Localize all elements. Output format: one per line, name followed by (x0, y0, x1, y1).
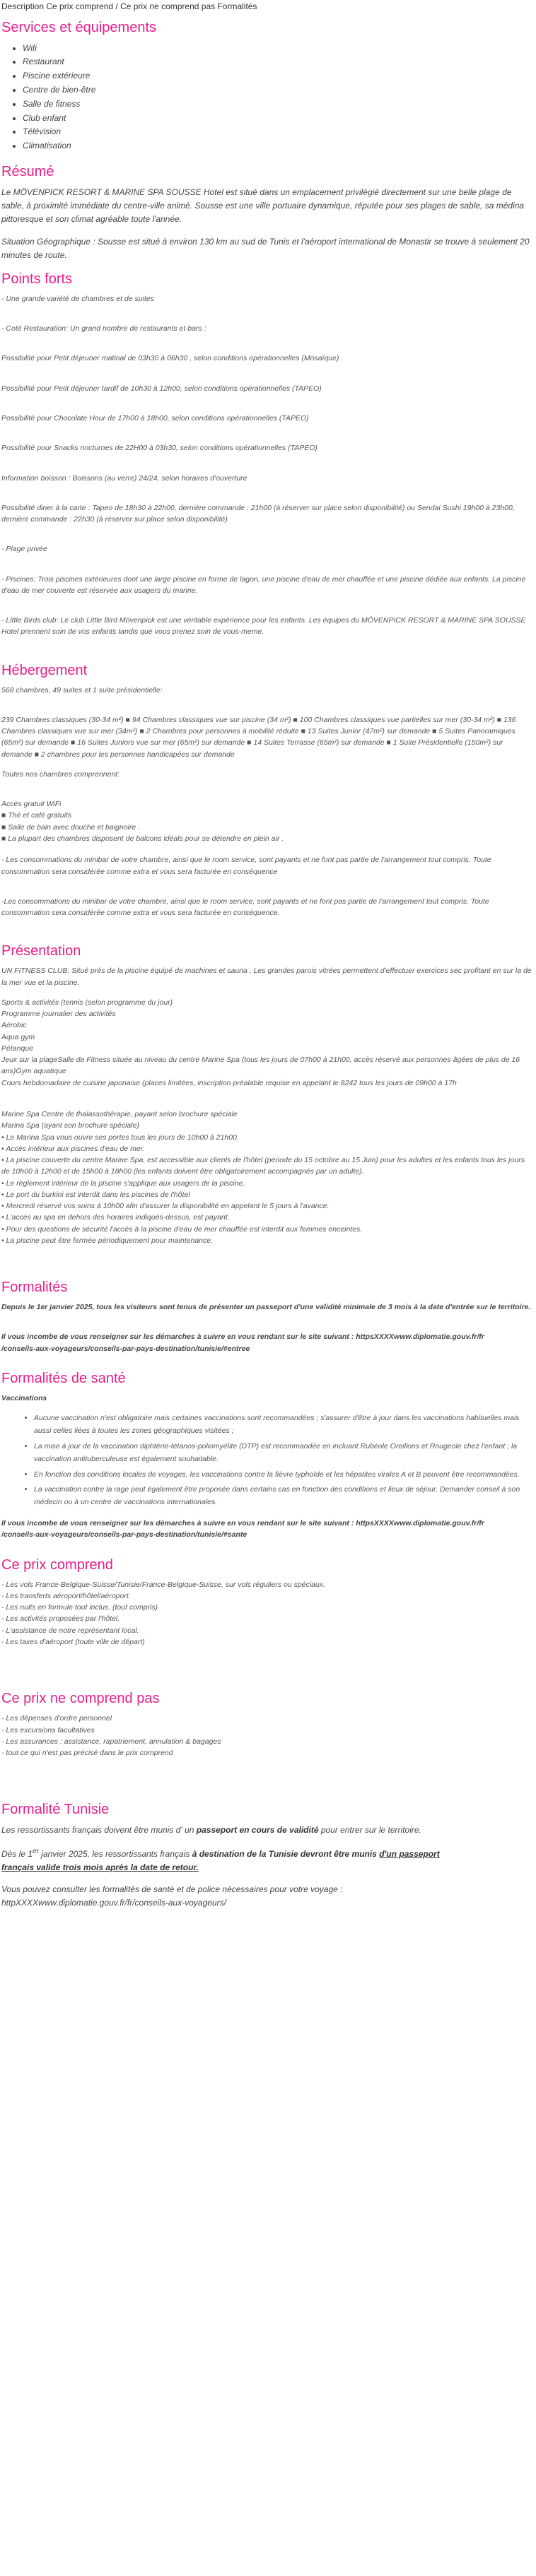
list-item: • Wifi (23, 42, 532, 56)
tunisie-underline-text: d'un passeport (379, 1848, 440, 1859)
list-item: • Télévision (23, 125, 532, 139)
services-list (1, 42, 532, 153)
resume-title: Résumé (1, 163, 54, 179)
hebergement-paragraph: -Les consommations du minibar de votre chambre, ainsi que le room service, sont payants et ne font pas partie de l'arrangement tout compris. Toute consommation sera considérée comme extra et vous sera facturée en conséquence. (1, 897, 489, 918)
presentation-line: Pétanque (1, 1044, 33, 1053)
tunisie-text: Les ressortissants français doivent être munis d' un (1, 1825, 197, 1836)
list-item: • Restaurant (23, 55, 532, 69)
vaccination-list (1, 1412, 532, 1509)
tunisie-paragraph (1, 1846, 532, 1874)
spa-line: • La piscine peut être fermée périodiquement pour maintenance. (1, 1236, 214, 1245)
sante-link-line: Il vous incombe de vous renseigner sur les démarches à suivre en vous rendant sur le site suivant : httpsXXXXwww.diplomatie.gouv.fr/fr (1, 1519, 484, 1528)
spa-line: Marina Spa (ayant son brochure spéciale) (1, 1121, 139, 1130)
sante-title: Formalités de santé (1, 1370, 126, 1386)
tunisie-link[interactable]: httpXXXXwww.diplomatie.gouv.fr/fr/conseils-aux-voyageurs/ (1, 1898, 226, 1908)
list-item: • La mise à jour de la vaccination diphtérie-tétanos-poliomyélite (DTP) est recommandée en incluant Rubéole Oreillons et Rougeole chez l'enfant ; la vaccination antituberculeuse est également souhaitable. (34, 1441, 532, 1466)
tunisie-bold-text: passeport en cours de validité (196, 1825, 319, 1836)
tunisie-paragraph (1, 1883, 532, 1910)
points-forts-paragraph: - Little Birds club: Le club Little Bird Mövenpick est une véritable expérience pour les enfants. Les équipes du MÖVENPICK RESORT & MARINE SPA SOUSSE Hotel prennent soin de vos enfants tandis que vous prenez soin de vous-meme. (1, 616, 526, 637)
list-item: - Les excursions facultatives (1, 1725, 95, 1735)
list-item: • Club enfant (23, 112, 532, 126)
list-item: • Piscine extérieure (23, 69, 532, 83)
list-item: - Les transferts aéroport/hôtel/aéroport. (1, 1591, 131, 1600)
tunisie-underline-text: français valide trois mois après la date de retour. (1, 1862, 199, 1872)
presentation-line: Aérobic (1, 1021, 27, 1030)
sante-link-line: /conseils-aux-voyageurs/conseils-par-pays-destination/tunisie/#sante (1, 1530, 247, 1540)
points-forts-paragraph: Possibilité pour Petit déjeuner tardif de 10h30 à 12h00, selon conditions opérationnelles (TAPEO) (1, 384, 322, 393)
presentation-paragraph: UN FITNESS CLUB: Situé près de la piscine équipé de machines et sauna . Les grandes parois vitrées permettent d'effectuer exercices sec profitant en sur la de la mer vue et la piscine. (1, 967, 532, 987)
hebergement-line: ■ La plupart des chambres disposent de balcons idéals pour se détendre en plein air . (1, 834, 284, 844)
intro-line: Description Ce prix comprend / Ce prix ne comprend pas Formalités (1, 1, 257, 11)
spa-line: • Le règlement intérieur de la piscine s'applique aux usagers de la piscine. (1, 1178, 245, 1188)
list-item: • La vaccination contre la rage peut également être proposée dans certains cas en fonction des conditions et lieux de séjour. Demander conseil à son médecin ou à un centre de vaccinations internationales. (34, 1484, 532, 1509)
list-item: • Aucune vaccination n'est obligatoire mais certaines vaccinations sont recommandées ; s'assurer d'être à jour dans les vaccinations habituelles mais aussi celles liées à toutes les zones géographiques visitées ; (34, 1412, 532, 1438)
hebergement-paragraph: Toutes nos chambres comprennent: (1, 769, 120, 779)
spa-line: • Le port du burkini est interdit dans les piscines de l'hôtel (1, 1190, 190, 1199)
tunisie-title: Formalité Tunisie (1, 1802, 110, 1818)
presentation-line: Cours hebdomadaire de cuisine japonaise (places limitées, inscription préalable requise en appelant le 8242 tous les jours de 09h00 à 17h (1, 1078, 457, 1087)
spa-line: • Mercredi réservé vos soins à 10h00 afin d'assurer la disponibilité en appelant le 5 jours à l'avance. (1, 1202, 330, 1211)
spa-line: • Le Marina Spa vous ouvre ses portes tous les jours de 10h00 à 21h00. (1, 1133, 239, 1142)
list-item: • En fonction des conditions locales de voyages, les vaccinations contre la fièvre typhoïde et les hépatites virales A et B peuvent être recommandées. (34, 1469, 532, 1482)
spa-line: Marine Spa Centre de thalassothérapie, payant selon brochure spéciale (1, 1110, 238, 1118)
ne-comprend-title: Ce prix ne comprend pas (1, 1691, 160, 1707)
tunisie-text: pour entrer sur le territoire. (318, 1825, 421, 1836)
points-forts-paragraph: - Plage privée (1, 545, 47, 554)
tunisie-text: Dès le 1 (1, 1848, 33, 1859)
points-forts-paragraph: - Coté Restauration: Un grand nombre de restaurants et bars : (1, 324, 206, 333)
presentation-line: Jeux sur la plageSalle de Fitness située au niveau du centre Marine Spa (tous les jours de 07h00 à 21h00, accès réservé aux personnes âgées de plus de 16 ans)Gym aquatique (1, 1056, 520, 1076)
comprend-title: Ce prix comprend (1, 1556, 113, 1573)
resume-paragraph: Le MÖVENPICK RESORT & MARINE SPA SOUSSE Hotel est situé dans un emplacement privilégié directement sur une belle plage de sable, à proximité immédiate du centre-ville animé. Sousse est une ville portuaire dynamique, réputée pour ses plages de sable, sa médina pittoresque et son climat agréable toute l'année. (1, 187, 525, 225)
spa-line: • Pour des questions de sécurité l'accès à la piscine d'eau de mer chauffée est interdit aux femmes enceintes. (1, 1224, 363, 1234)
presentation-line: Aqua gym (1, 1032, 35, 1041)
hebergement-paragraph: 568 chambres, 49 suites et 1 suite présidentielle: (1, 685, 163, 695)
tunisie-sup: er (33, 1847, 39, 1855)
list-item: - Les activités proposées par l'hôtel. (1, 1614, 120, 1624)
formalites-link-line: Il vous incombe de vous renseigner sur les démarches à suivre en vous rendant sur le site suivant : httpsXXXXwww.diplomatie.gouv.fr/fr (1, 1333, 484, 1342)
list-item: - Les vols France-Belgique-Suisse/Tunisie/France-Belgique-Suisse, sur vols réguliers ou spéciaux. (1, 1580, 325, 1589)
list-item: - L'assistance de notre représentant local. (1, 1626, 139, 1635)
list-item: - tout ce qui n'est pas précisé dans le prix comprend (1, 1749, 173, 1758)
list-item: • Salle de fitness (23, 98, 532, 112)
points-forts-paragraph: Possibilité diner à la carte : Tapeo de 18h30 à 22h00, dernière commande : 21h00 (à réserver sur place selon disponibilité) ou Sendai Sushi 19h00 à 23h00, dernière commande : 22h30 (à réserver sur place selon disponibilité) (1, 503, 515, 524)
tunisie-paragraph (1, 1824, 532, 1837)
presentation-line: Programme journalier des activités (1, 1010, 116, 1019)
hebergement-paragraph: 239 Chambres classiques (30-34 m²) ■ 94 Chambres classiques vue sur piscine (34 m²) ■ 100 Chambres classiques vue partielles sur mer (30-34 m²) ■ 136 Chambres classiques vue sur mer (34m²) ■ 2 Chambres pour personnes à mobilité réduite ■ 13 Suites Junior (47m²) sur demande ■ 5 Suites Panoramiques (65m²) sur demande ■ 16 Suites Juniors vue sur mer (65m²) sur demande ■ 14 Suites Terrasse (65m²) sur demande ■ 1 Suite Présidentielle (150m²) sur demande ■ 2 chambres pour les personnes handicapées sur demande (1, 715, 516, 759)
tunisie-text: Vous pouvez consulter les formalités de santé et de police nécessaires pour votre voyage : (1, 1884, 343, 1894)
list-item: - Les taxes d'aéroport (toute ville de départ) (1, 1638, 145, 1647)
points-forts-paragraph: Information boisson : Boissons (au verre) 24/24, selon horaires d'ouverture (1, 473, 247, 483)
list-item: - Les nuits en formule tout inclus. (tout compris) (1, 1603, 158, 1612)
presentation-line: Sports & activités (tennis (selon programme du jour) (1, 998, 173, 1007)
sante-subtitle: Vaccinations (1, 1393, 47, 1402)
formalites-title: Formalités (1, 1280, 68, 1296)
hebergement-title: Hébergement (1, 662, 88, 678)
hebergement-line: ■ Salle de bain avec douche et baignoire . (1, 822, 141, 832)
formalites-link-text (1, 1331, 532, 1354)
presentation-title: Présentation (1, 943, 81, 959)
tunisie-bold-text: à destination de la Tunisie devront être munis (192, 1848, 380, 1859)
list-item: - Les dépenses d'ordre personnel (1, 1714, 112, 1723)
points-forts-paragraph: Possibilité pour Petit déjeuner matinal de 03h30 à 06h30 , selon conditions opérationnelles (Mosaïque) (1, 354, 339, 363)
hebergement-line: Accès gratuit WiFi (1, 800, 62, 809)
list-item: • Climatisation (23, 139, 532, 153)
formalites-link-line: /conseils-aux-voyageurs/conseils-par-pays-destination/tunisie/#entree (1, 1344, 250, 1353)
points-forts-paragraph: Possibilité pour Snacks nocturnes de 22H00 à 03h30, selon conditions opérationnelles (TAPEO) (1, 444, 317, 453)
points-forts-title: Points forts (1, 271, 73, 287)
tunisie-text: janvier 2025, les ressortissants français (38, 1848, 192, 1859)
points-forts-paragraph: - Une grande variété de chambres et de suites (1, 294, 154, 303)
list-item: - Les assurances : assistance, rapatriement, annulation & bagages (1, 1737, 221, 1746)
points-forts-paragraph: Possibilité pour Chocolate Hour de 17h00 à 18h00, selon conditions opérationnelles (TAPEO) (1, 413, 309, 423)
hebergement-line: ■ Thé et café gratuits (1, 811, 72, 820)
spa-line: • Accès intérieur aux piscines d'eau de mer. (1, 1144, 145, 1153)
sante-link-text (1, 1518, 532, 1541)
list-item: • Centre de bien-être (23, 83, 532, 98)
spa-line: • L'accès au spa en dehors des horaires indiqués-dessus, est payant. (1, 1213, 230, 1222)
spa-line: • La piscine couverte du centre Marine Spa, est accessible aux clients de l'hôtel (période du 15 octobre au 15 Juin) pour les adultes et les enfants tous les jours de 10h00 à 12h00 et de 15h00 à 18h00 (les enfants doivent être obligatoirement accompagnés par un adulte). (1, 1156, 525, 1176)
services-title: Services et équipements (1, 19, 157, 35)
hebergement-paragraph: - Les consommations du minibar de votre chambre, ainsi que le room service, sont payants et ne font pas partie de l'arrangement tout compris. Toute consommation sera considérée comme extra et vous sera facturée en conséquence (1, 856, 491, 876)
points-forts-paragraph: - Piscines: Trois piscines extérieures dont une large piscine en forme de lagon, une piscine d'eau de mer chauffée et une piscine dédiée aux enfants. La piscine d'eau de mer couverte est réservée aux usagers du marine. (1, 574, 526, 595)
formalites-passport-text: Depuis le 1er janvier 2025, tous les visiteurs sont tenus de présenter un passeport d'une validité minimale de 3 mois à la date d'entrée sur le territoire. (1, 1303, 531, 1312)
resume-location: Situation Géographique : Sousse est situé à environ 130 km au sud de Tunis et l'aéroport international de Monastir se trouve à seulement 20 minutes de route. (1, 236, 530, 260)
